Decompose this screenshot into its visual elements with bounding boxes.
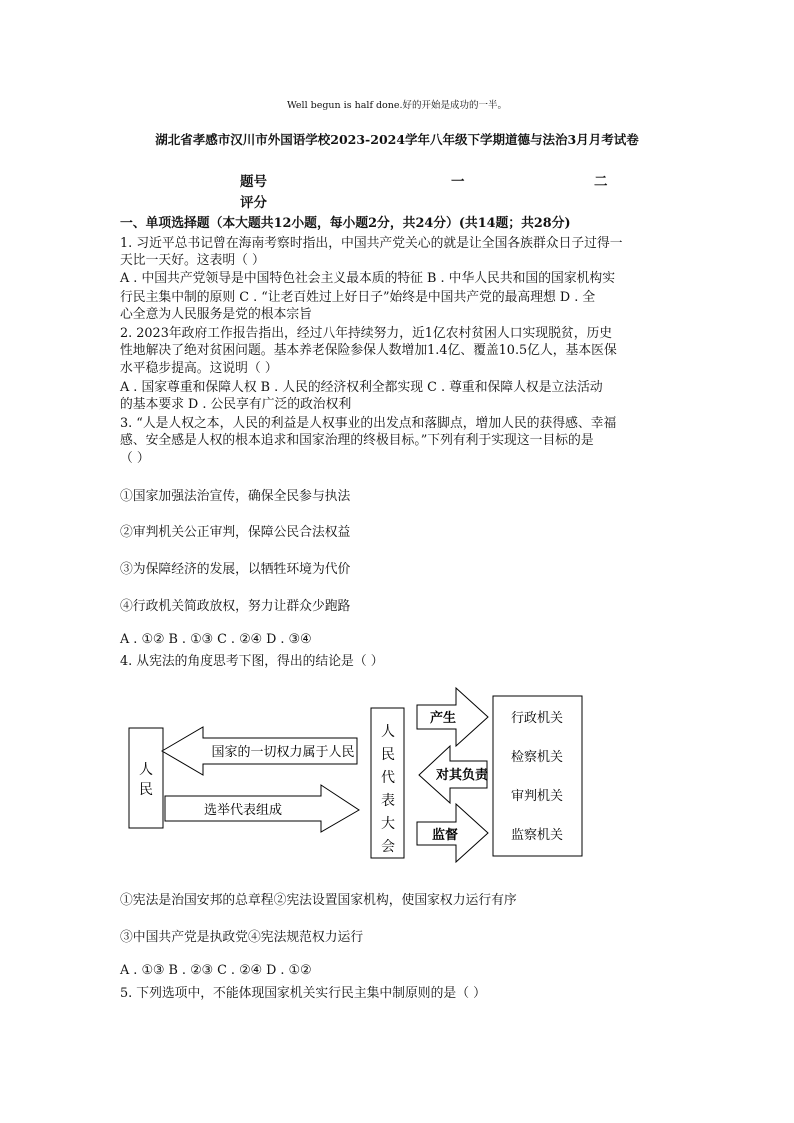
people-label-2: 民	[139, 782, 153, 798]
produce-label: 产生	[429, 711, 457, 726]
option-line: ②审判机关公正审判，保障公民合法权益	[120, 525, 351, 540]
option-line: ③为保障经济的发展，以牺牲环境为代价	[120, 562, 351, 577]
supervise-label: 监督	[431, 828, 459, 843]
option-line: ①国家加强法治宣传，确保全民参与执法	[120, 489, 351, 504]
text-line: 1. 习近平总书记曾在海南考察时指出，中国共产党关心的就是让全国各族群众日子过得一	[120, 236, 623, 251]
question-5: 5. 下列选项中，不能体现国家机关实行民主集中制原则的是（ ）	[120, 986, 486, 1001]
motto: Well begun is half done.好的开始是成功的一半。	[286, 100, 508, 111]
score-table-tihao: 题号	[240, 174, 267, 190]
organ-label: 审判机关	[510, 789, 564, 804]
congress-char: 会	[381, 839, 395, 855]
option-line: ③中国共产党是执政党④宪法规范权力运行	[120, 930, 364, 945]
answer-line: A . ①③ B . ②③ C . ②④ D . ①②	[120, 963, 312, 978]
exam-title: 湖北省孝感市汉川市外国语学校2023-2024学年八年级下学期道德与法治3月月考试卷	[155, 132, 639, 147]
text-line: 性地解决了绝对贫困问题。基本养老保险参保人数增加1.4亿、覆盖10.5亿人，基本医保	[120, 343, 617, 358]
text-line: 心全意为人民服务是党的根本宗旨	[120, 307, 312, 322]
text-line: A . 中国共产党领导是中国特色社会主义最本质的特征 B . 中华人民共和国的国家机构实	[120, 271, 616, 286]
people-box	[129, 728, 163, 828]
text-line: 2. 2023年政府工作报告指出，经过八年持续努力，近1亿农村贫困人口实现脱贫，历史	[120, 326, 613, 341]
arrow-top-label: 国家的一切权力属于人民	[211, 745, 355, 760]
organ-label: 检察机关	[510, 750, 564, 765]
congress-char: 代	[381, 770, 395, 786]
congress-char: 民	[381, 747, 395, 763]
option-line: ①宪法是治国安邦的总章程②宪法设置国家机构，使国家权力运行有序	[120, 893, 517, 908]
responsible-label: 对其负责	[435, 768, 489, 783]
text-line: 的基本要求 D . 公民享有广泛的政治权利	[120, 397, 352, 412]
option-line: ④行政机关简政放权，努力让群众少跑路	[120, 599, 351, 614]
text-line: 感、安全感是人权的根本追求和国家治理的终极目标。”下列有利于实现这一目标的是	[120, 433, 594, 448]
text-line: 行民主集中制的原则 C . “让老百姓过上好日子”始终是中国共产党的最高理想 D . 全	[120, 290, 596, 305]
answer-line: A . ①② B . ①③ C . ②④ D . ③④	[120, 632, 312, 647]
text-line: A . 国家尊重和保障人权 B . 人民的经济权利全都实现 C . 尊重和保障人权是立法活动	[120, 380, 603, 395]
text-line: 天比一天好。这表明（ ）	[120, 253, 265, 268]
constitution-diagram	[120, 680, 600, 865]
congress-char: 人	[381, 724, 395, 740]
text-line: 3. “人是人权之本，人民的利益是人权事业的出发点和落脚点，增加人民的获得感、幸福	[120, 416, 617, 431]
organ-label: 监察机关	[510, 828, 564, 843]
congress-char: 表	[381, 793, 395, 809]
arrow-bottom-label: 选举代表组成	[203, 803, 283, 818]
section-heading: 一、单项选择题（本大题共12小题，每小题2分，共24分）(共14题；共28分)	[120, 216, 571, 231]
question-4: 4. 从宪法的角度思考下图，得出的结论是（ ）	[120, 654, 384, 669]
score-table-pingfen: 评分	[240, 195, 267, 211]
congress-char: 大	[381, 816, 395, 832]
text-line: 水平稳步提高。这说明（ ）	[120, 361, 278, 376]
people-label-1: 人	[139, 762, 153, 778]
score-table-col2: 二	[594, 174, 608, 190]
organ-label: 行政机关	[510, 711, 564, 726]
text-line: （ ）	[120, 451, 150, 466]
score-table-col1: 一	[451, 174, 465, 190]
